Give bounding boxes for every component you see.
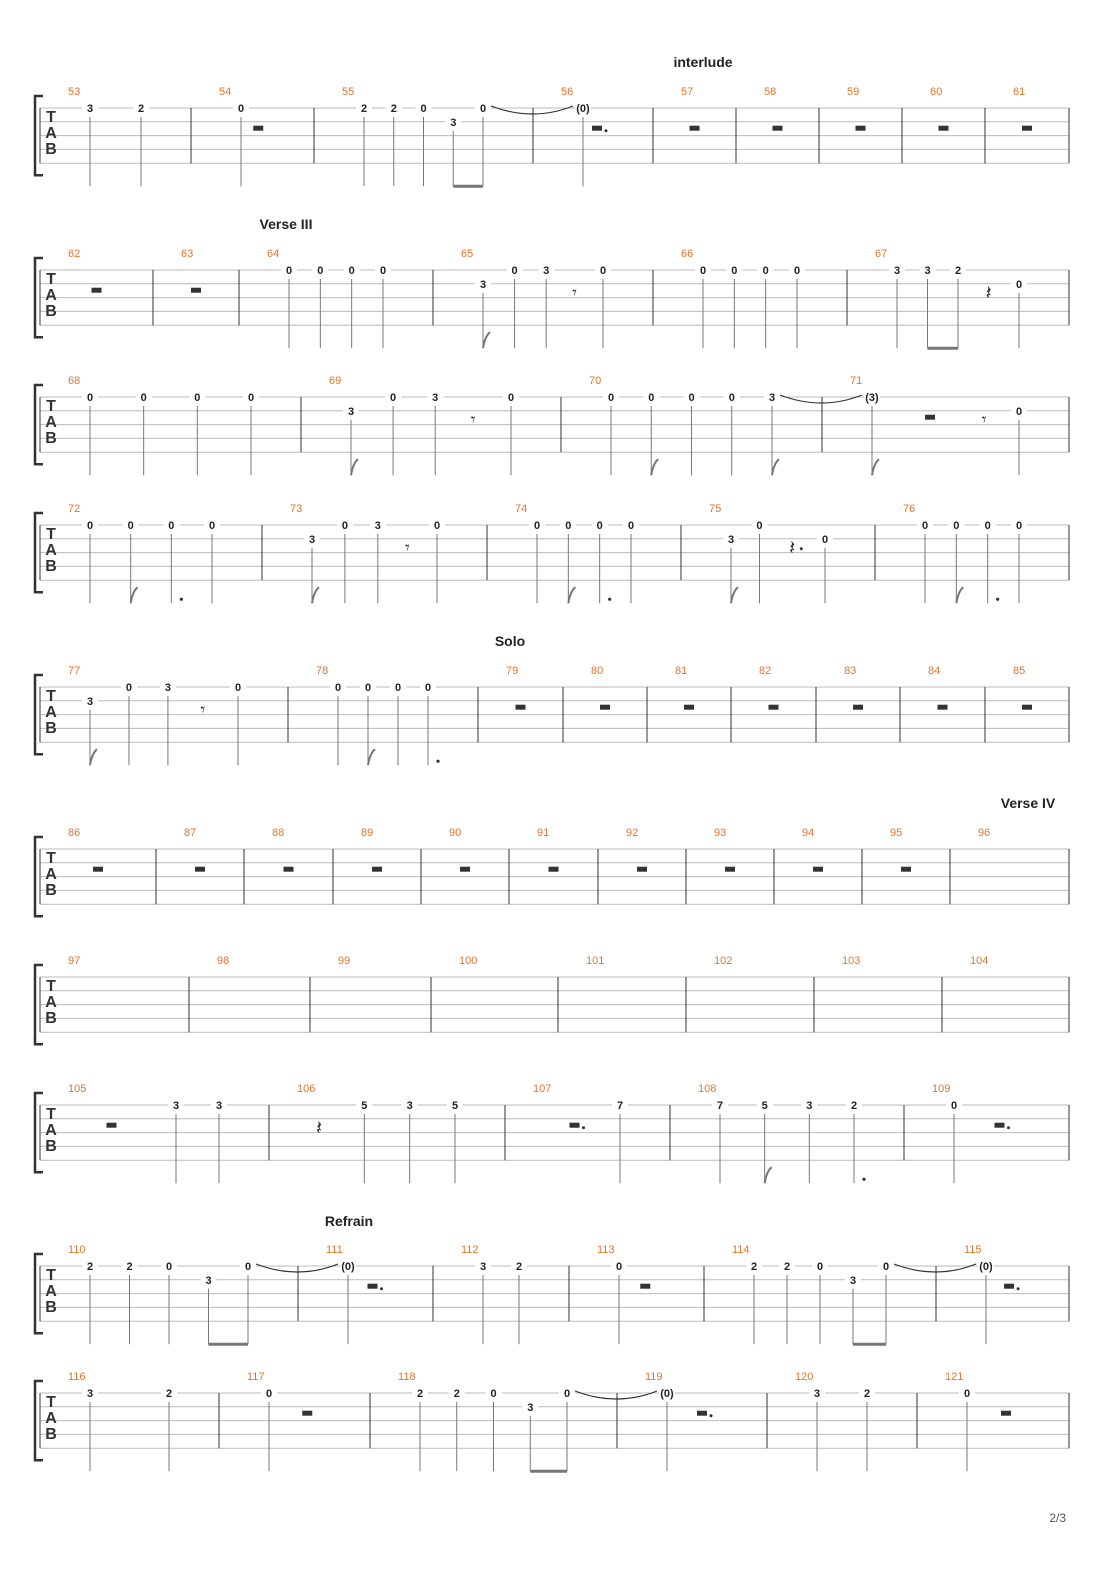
fret-number: 0 — [699, 265, 707, 277]
tab-clef-letter: A — [45, 704, 57, 721]
fret-number: 0 — [950, 1100, 958, 1112]
measure-number: 104 — [970, 955, 989, 967]
note-flag — [765, 1167, 772, 1183]
tab-clef-letter: A — [45, 414, 57, 431]
fret-number: 3 — [374, 520, 381, 532]
quarter-rest: 𝄽 — [789, 537, 796, 560]
tie-arc — [256, 1264, 338, 1272]
fret-number: 0 — [793, 265, 801, 277]
fret-number: 3 — [406, 1100, 413, 1112]
half-rest — [368, 1284, 378, 1289]
eighth-rest: 𝄾 — [470, 409, 476, 430]
fret-number: 0 — [599, 265, 607, 277]
fret-number: 0 — [86, 392, 94, 404]
measure-number: 81 — [675, 665, 688, 677]
measure-number: 69 — [329, 375, 342, 387]
fret-number: 3 — [806, 1100, 813, 1112]
measure-number: 77 — [68, 665, 81, 677]
fret-number: 0 — [208, 520, 216, 532]
measure-number: 101 — [586, 955, 605, 967]
duration-dot — [996, 598, 999, 601]
fret-number: 2 — [390, 103, 397, 115]
fret-number: 0 — [247, 392, 255, 404]
tab-clef-letter: B — [45, 1010, 57, 1027]
rest-dot — [605, 129, 608, 132]
measure-number: 88 — [272, 827, 285, 839]
measure-number: 102 — [714, 955, 733, 967]
fret-number: 3 — [432, 392, 439, 404]
tab-clef-letter: T — [46, 688, 56, 705]
tab-system — [35, 1371, 1069, 1471]
measure-number: 73 — [290, 503, 303, 515]
measure-number: 75 — [709, 503, 722, 515]
tab-clef-letter: A — [45, 866, 57, 883]
fret-number: (0) — [979, 1261, 993, 1273]
note-flag — [651, 459, 658, 475]
fret-number: 0 — [390, 392, 397, 404]
half-rest — [570, 1123, 580, 1128]
half-rest — [1022, 126, 1032, 131]
tab-clef-letter: A — [45, 287, 57, 304]
fret-number: 0 — [285, 265, 293, 277]
half-rest — [690, 126, 700, 131]
half-rest — [1022, 705, 1032, 710]
measure-number: 84 — [928, 665, 941, 677]
tab-clef-letter: A — [45, 1283, 57, 1300]
eighth-rest: 𝄾 — [404, 537, 410, 558]
note-flag — [731, 587, 738, 603]
tab-system — [35, 86, 1069, 186]
fret-number: 3 — [543, 265, 550, 277]
fret-number: 2 — [954, 265, 962, 277]
tab-clef-letter: T — [46, 978, 56, 995]
fret-number: 3 — [768, 392, 776, 404]
fret-number: 0 — [86, 520, 94, 532]
tab-system — [35, 665, 1069, 765]
fret-number: 0 — [627, 520, 635, 532]
tab-clef-letter: B — [45, 141, 57, 158]
fret-number: 0 — [511, 265, 518, 277]
measure-number: 115 — [964, 1244, 982, 1256]
half-rest — [640, 1284, 650, 1289]
measure-number: 92 — [626, 827, 639, 839]
tab-clef-letter: B — [45, 882, 57, 899]
measure-number: 111 — [326, 1244, 343, 1256]
measure-number: 82 — [759, 665, 772, 677]
fret-number: 0 — [607, 392, 615, 404]
tab-clef-letter: A — [45, 125, 57, 142]
measure-number: 95 — [890, 827, 903, 839]
half-rest — [938, 705, 948, 710]
duration-dot — [436, 760, 439, 763]
fret-number: 3 — [450, 116, 457, 129]
half-rest — [697, 1411, 707, 1416]
half-rest — [284, 867, 294, 872]
fret-number: 3 — [527, 1401, 534, 1414]
measure-number: 54 — [219, 86, 232, 98]
half-rest — [725, 867, 735, 872]
measure-number: 55 — [342, 86, 355, 98]
half-rest — [549, 867, 559, 872]
fret-number: 3 — [164, 682, 171, 694]
tab-clef-letter: B — [45, 1299, 57, 1316]
fret-number: 0 — [244, 1261, 252, 1273]
section-label: Solo — [494, 633, 526, 649]
measure-number: 79 — [506, 665, 519, 677]
fret-number: 5 — [361, 1100, 368, 1112]
fret-number: 3 — [813, 1388, 821, 1400]
fret-number: 0 — [563, 1388, 571, 1400]
measure-number: 78 — [316, 665, 329, 677]
fret-number: 0 — [921, 520, 929, 532]
measure-number: 109 — [932, 1083, 951, 1095]
tab-clef-letter: T — [46, 850, 56, 867]
tab-clef-letter: B — [45, 1426, 57, 1443]
fret-number: 0 — [165, 1261, 173, 1273]
fret-number: 5 — [761, 1100, 768, 1112]
measure-number: 119 — [645, 1371, 663, 1383]
tab-clef-letter: T — [46, 109, 56, 126]
tab-clef-letter: A — [45, 1410, 57, 1427]
fret-number: 3 — [727, 533, 735, 546]
fret-number: 3 — [86, 1388, 94, 1400]
half-rest — [856, 126, 866, 131]
quarter-rest: 𝄽 — [315, 1117, 323, 1140]
half-rest — [813, 867, 823, 872]
half-rest — [372, 867, 382, 872]
measure-number: 61 — [1013, 86, 1026, 98]
rest-dot — [1017, 1287, 1020, 1290]
measure-number: 120 — [795, 1371, 814, 1383]
fret-number: 3 — [893, 265, 901, 277]
eighth-rest: 𝄾 — [200, 699, 206, 720]
fret-number: 0 — [334, 682, 342, 694]
measure-number: 118 — [398, 1371, 416, 1383]
page-number: 2/3 — [1049, 1511, 1066, 1525]
fret-number: 3 — [172, 1100, 180, 1112]
fret-number: 3 — [205, 1274, 212, 1287]
rest-dot — [582, 1126, 585, 1129]
measure-number: 71 — [850, 375, 863, 387]
measure-number: 56 — [561, 86, 574, 98]
tie-arc — [491, 106, 573, 114]
half-rest — [302, 1411, 312, 1416]
measure-number: 83 — [844, 665, 857, 677]
duration-dot — [180, 598, 183, 601]
measure-number: 117 — [247, 1371, 265, 1383]
fret-number: 3 — [849, 1274, 857, 1287]
fret-number: 0 — [596, 520, 603, 532]
tab-system — [35, 1083, 1069, 1183]
fret-number: 0 — [1015, 405, 1023, 418]
measure-number: 91 — [537, 827, 550, 839]
tie-arc — [780, 395, 862, 403]
measure-number: 76 — [903, 503, 916, 515]
measure-number: 110 — [68, 1244, 86, 1256]
fret-number: 2 — [416, 1388, 424, 1400]
measure-number: 85 — [1013, 665, 1026, 677]
note-flag — [872, 459, 879, 475]
measure-number: 70 — [589, 375, 602, 387]
tab-clef-letter: T — [46, 1106, 56, 1123]
fret-number: 7 — [616, 1100, 624, 1112]
fret-number: 0 — [882, 1261, 890, 1273]
fret-number: 0 — [821, 533, 829, 546]
measure-number: 114 — [732, 1244, 750, 1256]
rest-dot — [380, 1287, 383, 1290]
fret-number: 0 — [341, 520, 348, 532]
measure-number: 63 — [181, 248, 194, 260]
measure-number: 97 — [68, 955, 81, 967]
half-rest — [684, 705, 694, 710]
half-rest — [592, 126, 602, 131]
measure-number: 67 — [875, 248, 888, 260]
fret-number: 0 — [507, 392, 515, 404]
fret-number: 0 — [565, 520, 572, 532]
half-rest — [853, 705, 863, 710]
rest-dot — [710, 1414, 713, 1417]
half-rest — [195, 867, 205, 872]
fret-number: 0 — [317, 265, 324, 277]
measure-number: 80 — [591, 665, 604, 677]
tab-system — [35, 1244, 1069, 1344]
tab-clef-letter: B — [45, 558, 57, 575]
fret-number: 3 — [86, 103, 94, 115]
fret-number: (0) — [660, 1388, 674, 1400]
half-rest — [191, 288, 201, 293]
half-rest — [516, 705, 526, 710]
measure-number: 121 — [945, 1371, 964, 1383]
half-rest — [93, 867, 103, 872]
measure-number: 108 — [698, 1083, 717, 1095]
fret-number: 3 — [215, 1100, 223, 1112]
measure-number: 103 — [842, 955, 861, 967]
measure-number: 57 — [681, 86, 694, 98]
tab-clef-letter: B — [45, 720, 57, 737]
measure-number: 116 — [68, 1371, 86, 1383]
note-flag — [772, 459, 779, 475]
half-rest — [600, 705, 610, 710]
tab-system — [35, 827, 1069, 916]
fret-number: 0 — [533, 520, 541, 532]
fret-number: 0 — [140, 392, 147, 404]
measure-number: 96 — [978, 827, 991, 839]
measure-number: 53 — [68, 86, 81, 98]
note-flag — [351, 459, 358, 475]
measure-number: 106 — [297, 1083, 316, 1095]
half-rest — [107, 1123, 117, 1128]
section-label: interlude — [673, 54, 733, 70]
measure-number: 112 — [461, 1244, 479, 1256]
duration-dot — [862, 1178, 865, 1181]
fret-number: 0 — [194, 392, 201, 404]
measure-number: 68 — [68, 375, 81, 387]
section-label: Verse IV — [1000, 795, 1056, 811]
fret-number: 2 — [165, 1388, 173, 1400]
tab-clef-letter: T — [46, 271, 56, 288]
tab-clef-letter: B — [45, 430, 57, 447]
half-rest — [769, 705, 779, 710]
fret-number: 0 — [1015, 278, 1023, 291]
fret-number: 0 — [615, 1261, 623, 1273]
note-flag — [312, 587, 319, 603]
measure-number: 62 — [68, 248, 81, 260]
quarter-rest: 𝄽 — [985, 282, 992, 305]
fret-number: 0 — [756, 520, 763, 532]
half-rest — [92, 288, 102, 293]
half-rest — [901, 867, 911, 872]
fret-number: 2 — [850, 1100, 858, 1112]
fret-number: 0 — [348, 265, 355, 277]
half-rest — [637, 867, 647, 872]
fret-number: 2 — [137, 103, 145, 115]
fret-number: 2 — [126, 1261, 133, 1273]
measure-number: 60 — [930, 86, 943, 98]
fret-number: 0 — [762, 265, 769, 277]
fret-number: 3 — [924, 265, 931, 277]
measure-number: 113 — [597, 1244, 615, 1256]
tab-system — [35, 503, 1069, 603]
tab-clef-letter: T — [46, 1394, 56, 1411]
note-flag — [90, 749, 97, 765]
measure-number: 94 — [802, 827, 815, 839]
fret-number: 0 — [648, 392, 655, 404]
measure-number: 90 — [449, 827, 462, 839]
note-flag — [483, 332, 490, 348]
fret-number: 0 — [688, 392, 695, 404]
measure-number: 74 — [515, 503, 528, 515]
fret-number: 3 — [308, 533, 316, 546]
measure-number: 72 — [68, 503, 81, 515]
fret-number: 2 — [515, 1261, 523, 1273]
section-label: Verse III — [259, 216, 313, 232]
fret-number: 3 — [86, 695, 94, 708]
tab-clef-letter: B — [45, 1138, 57, 1155]
fret-number: (0) — [341, 1261, 355, 1273]
tab-clef-letter: B — [45, 303, 57, 320]
tab-system — [35, 248, 1069, 348]
half-rest — [925, 415, 935, 420]
note-flag — [131, 587, 138, 603]
fret-number: 2 — [453, 1388, 460, 1400]
eighth-rest: 𝄾 — [572, 282, 577, 303]
note-flag — [368, 749, 375, 765]
fret-number: 3 — [479, 278, 487, 291]
measure-number: 100 — [459, 955, 478, 967]
fret-number: 3 — [479, 1261, 487, 1273]
fret-number: 0 — [728, 392, 735, 404]
fret-number: 0 — [234, 682, 242, 694]
measure-number: 93 — [714, 827, 727, 839]
fret-number: 0 — [364, 682, 372, 694]
fret-number: 0 — [127, 520, 134, 532]
measure-number: 87 — [184, 827, 197, 839]
fret-number: 7 — [716, 1100, 724, 1112]
tab-clef-letter: A — [45, 1122, 57, 1139]
fret-number: 0 — [731, 265, 738, 277]
fret-number: 2 — [360, 103, 368, 115]
fret-number: 2 — [783, 1261, 791, 1273]
half-rest — [460, 867, 470, 872]
fret-number: 0 — [420, 103, 427, 115]
measure-number: 107 — [533, 1083, 552, 1095]
fret-number: 0 — [953, 520, 960, 532]
fret-number: 0 — [125, 682, 133, 694]
fret-number: (0) — [576, 103, 590, 115]
half-rest — [253, 126, 263, 131]
measure-number: 86 — [68, 827, 81, 839]
note-flag — [956, 587, 963, 603]
tie-arc — [894, 1264, 976, 1272]
rest-dot — [800, 547, 803, 550]
measure-number: 66 — [681, 248, 694, 260]
tab-clef-letter: A — [45, 994, 57, 1011]
fret-number: 0 — [433, 520, 441, 532]
fret-number: 2 — [863, 1388, 871, 1400]
fret-number: 0 — [424, 682, 432, 694]
half-rest — [1004, 1284, 1014, 1289]
rest-dot — [1007, 1126, 1010, 1129]
fret-number: 0 — [984, 520, 991, 532]
section-label: Refrain — [324, 1213, 374, 1229]
measure-number: 89 — [361, 827, 374, 839]
fret-number: 0 — [963, 1388, 971, 1400]
fret-number: 2 — [750, 1261, 758, 1273]
fret-number: 3 — [347, 405, 355, 418]
half-rest — [995, 1123, 1005, 1128]
fret-number: 0 — [1015, 520, 1023, 532]
measure-number: 59 — [847, 86, 860, 98]
fret-number: 0 — [479, 103, 487, 115]
measure-number: 65 — [461, 248, 474, 260]
eighth-rest: 𝄾 — [981, 409, 987, 430]
fret-number: 0 — [816, 1261, 824, 1273]
fret-number: 0 — [379, 265, 387, 277]
fret-number: 0 — [168, 520, 175, 532]
note-flag — [568, 587, 575, 603]
measure-number: 58 — [764, 86, 777, 98]
tab-system — [35, 955, 1069, 1044]
measure-number: 105 — [68, 1083, 87, 1095]
duration-dot — [608, 598, 611, 601]
measure-number: 99 — [338, 955, 351, 967]
tab-clef-letter: T — [46, 398, 56, 415]
fret-number: 0 — [265, 1388, 273, 1400]
fret-number: 2 — [86, 1261, 94, 1273]
tab-system — [35, 375, 1069, 475]
measure-number: 64 — [267, 248, 280, 260]
fret-number: (3) — [865, 392, 879, 404]
measure-number: 98 — [217, 955, 230, 967]
fret-number: 0 — [490, 1388, 497, 1400]
fret-number: 0 — [394, 682, 402, 694]
fret-number: 5 — [451, 1100, 459, 1112]
half-rest — [939, 126, 949, 131]
tab-clef-letter: T — [46, 1267, 56, 1284]
fret-number: 0 — [237, 103, 245, 115]
tab-clef-letter: T — [46, 526, 56, 543]
half-rest — [773, 126, 783, 131]
half-rest — [1001, 1411, 1011, 1416]
tab-clef-letter: A — [45, 542, 57, 559]
tie-arc — [575, 1391, 657, 1399]
